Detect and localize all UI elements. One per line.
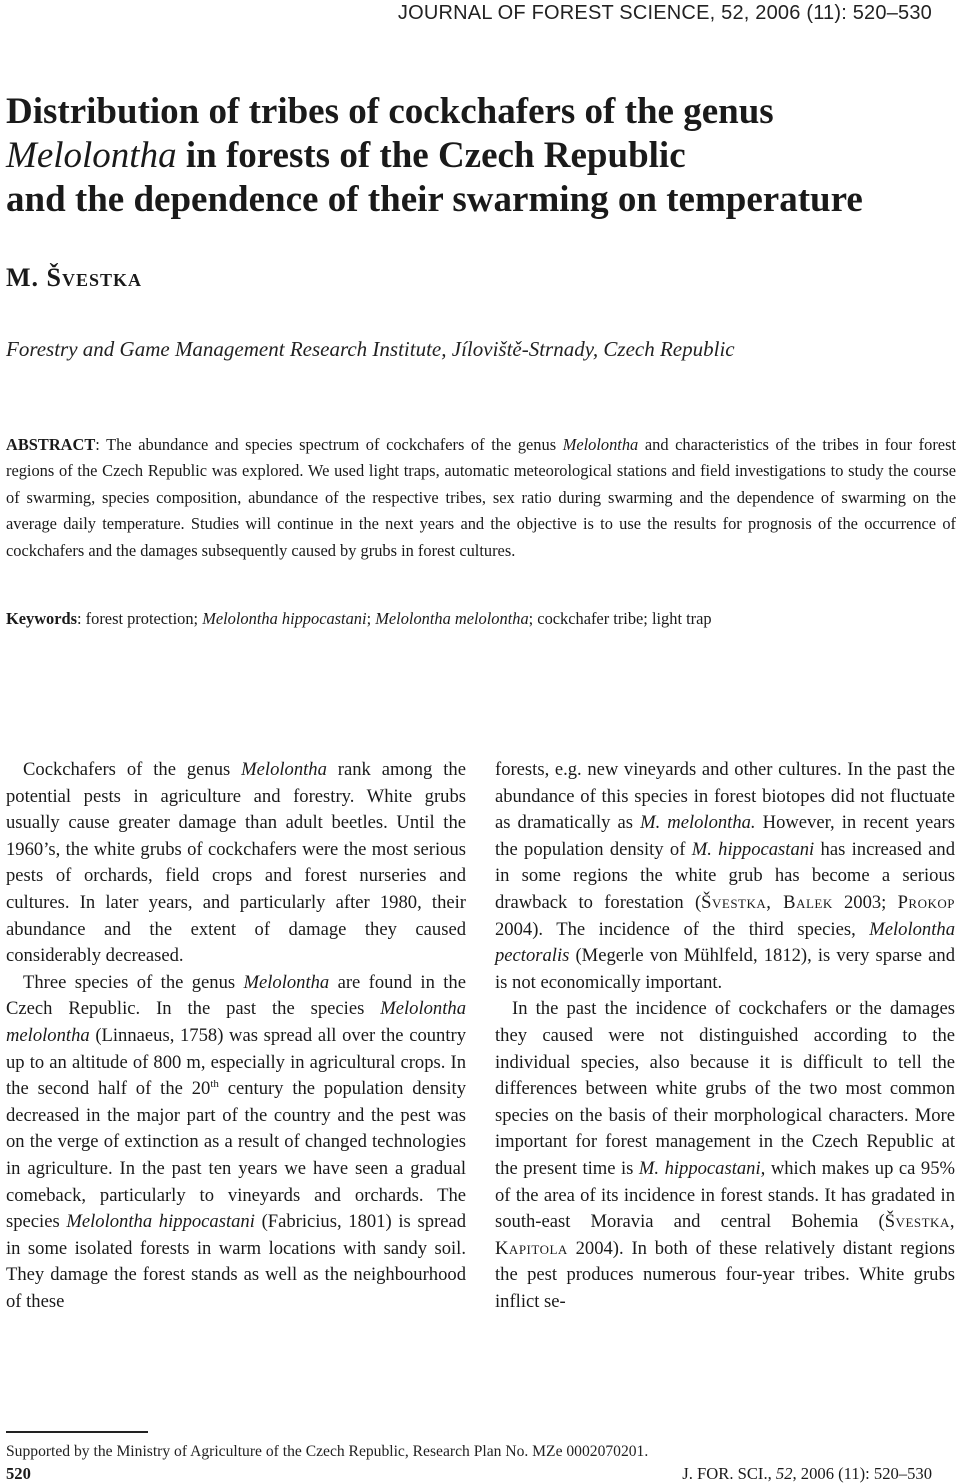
keywords [6,606,956,632]
article-title [6,90,946,222]
footer-journal [682,1464,932,1484]
body-column-left [6,757,466,1315]
keywords-label: Keywords [6,609,78,628]
keywords-separator: ; [366,609,376,628]
text-run: are found in the Czech Republic. In the past the species [6,971,466,1020]
keywords-text: : forest protection; [77,609,203,628]
title-line-2: in forests of the Czech Republic [176,135,686,176]
citation-authors: Švestka, Kapitola [495,1211,955,1259]
text-run: Cockchafers of the genus [23,759,242,780]
species-name: M. melolontha. [640,812,756,834]
text-run: 2003; [832,891,898,913]
abstract [6,432,956,564]
paragraph [6,757,466,970]
title-line-3: and the dependence of their swarming on temperature [6,179,863,220]
species-name: Melolontha [243,971,330,993]
footer-issue: , 2006 (11): 520–530 [792,1464,932,1483]
abstract-genus: Melolontha [562,435,639,454]
paragraph [495,996,955,1315]
abstract-label: ABSTRACT [6,435,96,454]
text-run: However, in recent years the population density of [495,812,955,860]
paragraph [6,970,466,1316]
body-column-right [495,757,955,1315]
superscript: th [210,1077,219,1090]
text-run: has increased and in some regions the white grub has become a serious drawback to forestation ( [495,838,955,913]
paragraph [495,757,955,996]
species-name: M. hippocastani, [638,1157,766,1179]
page-number: 520 [6,1464,31,1483]
text-run: In the past the incidence of cockchafers or the damages they caused were not distinguished according to the individual species, also because it is difficult to tell the differences between white grubs of the two most common species on the basis of their morphological characters. More important for forest management in the Czech Republic at the present time is [495,998,955,1179]
text-run: which makes up ca 95% of the area of its incidence in forest stands. It has gradated in south-east Moravia and central Bohemia ( [495,1157,955,1233]
footnote: Supported by the Ministry of Agriculture of the Czech Republic, Research Plan No. MZe 0002070201. [6,1443,649,1460]
text-run: (Linnaeus, 1758) was spread all over the country up to an altitude of 800 m, especially in agricultural crops. In the second half of the 20 [6,1024,466,1100]
species-name: M. hippocastani [691,838,815,860]
text-run: (Fabricius, 1801) is spread in some isolated forests in warm locations with sandy soil. They damage the forest stands as well as the neighbourhood of these [6,1211,466,1312]
text-run: (Megerle von Mühlfeld, 1812), is very sparse and is not economically important. [495,945,955,993]
affiliation: Forestry and Game Management Research Institute, Jíloviště-Strnady, Czech Republic [6,337,735,361]
text-run: 2004). In both of these relatively distant regions the pest produces numerous four-year tribes. White grubs inflict se- [495,1237,955,1312]
citation-authors: Švestka, Balek [701,891,833,913]
species-name: Melolontha hippocastani [66,1211,255,1233]
footnote-rule [6,1431,148,1433]
text-run: Three species of the genus [23,971,244,993]
running-head: JOURNAL OF FOREST SCIENCE, 52, 2006 (11): 520–530 [397,2,932,24]
keyword-species-2: Melolontha melolontha [375,609,529,628]
abstract-text-1: : The abundance and species spectrum of cockchafers of the genus [95,435,563,454]
text-run: century the population density decreased in the major part of the country and the pest was on the verge of extinction as a result of changed technologies in agriculture. In the past ten years we have seen a gradual comeback, particularly to vineyards and orchards. The species [6,1078,466,1233]
footer-journal-abbrev: J. FOR. SCI., [682,1464,776,1483]
species-name: Melolontha [241,759,327,780]
citation-authors: Prokop [897,891,955,913]
text-run: forests, e.g. new vineyards and other cultures. In the past the abundance of this species in forest biotopes did not fluctuate as dramatically as [495,759,955,834]
species-name: Melolontha melolontha [6,998,466,1046]
author-name: M. Švestka [6,263,143,292]
text-run: 2004). The incidence of the third species, [495,918,870,940]
abstract-text-2: and characteristics of the tribes in four forest regions of the Czech Republic was explored. We used light traps, automatic meteorological stations and field investigations to study the course of swarming, species composition, abundance of the respective tribes, sex ratio during swarming and the dependence of swarming on the average daily temperature. Studies will continue in the next years and the objective is to use the results for prognosis of the occurrence of cockchafers and the damages subsequently caused by grubs in forest cultures. [6,435,956,560]
keywords-text-end: ; cockchafer tribe; light trap [528,609,712,628]
title-line-1: Distribution of tribes of cockchafers of the genus [6,91,774,132]
text-run: rank among the potential pests in agriculture and forestry. White grubs usually cause greater damage than adult beetles. Until the 1960’s, the white grubs of cockchafers were the most serious pests of orchards, field crops and forest nurseries and cultures. In later years, and particularly after 1980, their abundance and the extent of damage they caused considerably decreased. [6,759,466,967]
keyword-species-1: Melolontha hippocastani [202,609,367,628]
species-name: Melolontha pectoralis [495,918,955,967]
title-genus: Melolontha [6,135,177,176]
footer-volume: 52 [775,1464,793,1483]
